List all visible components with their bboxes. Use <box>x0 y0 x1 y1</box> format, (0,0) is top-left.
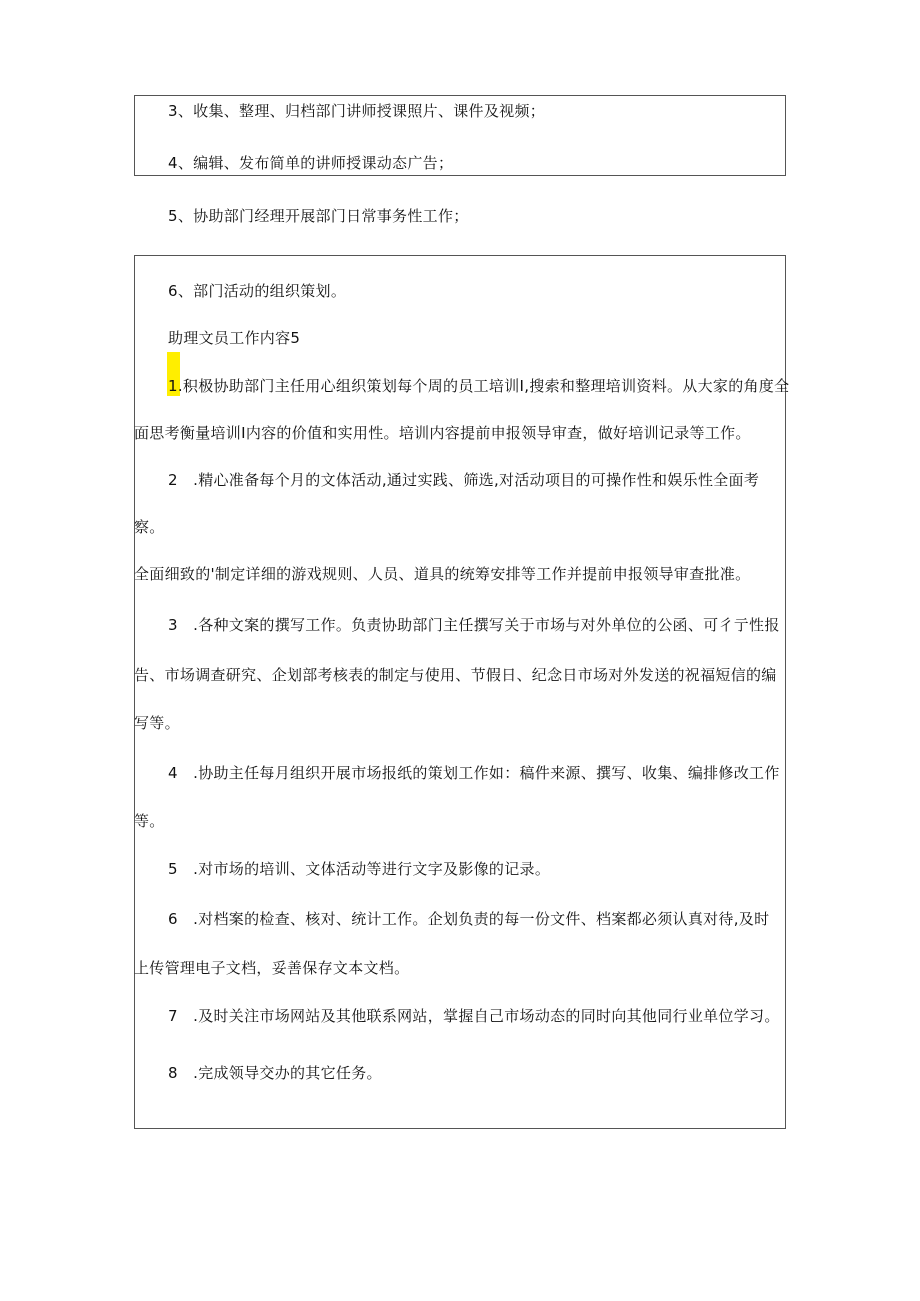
paragraph-1-line-2: 面思考衡量培训I内容的价值和实用性。培训内容提前申报领导审查，做好培训记录等工作。 <box>134 424 751 442</box>
paragraph-3-line-1: 3 .各种文案的撰写工作。负责协助部门主任撰写关于市场与对外单位的公函、可彳亍性报 <box>168 616 780 634</box>
list-item-6: 6、部门活动的组织策划。 <box>168 282 347 300</box>
list-item-4: 4、编辑、发布简单的讲师授课动态广告； <box>168 154 454 172</box>
paragraph-6-line-2: 上传管理电子文档，妥善保存文本文档。 <box>134 959 410 977</box>
paragraph-4-line-2: 等。 <box>134 812 165 830</box>
paragraph-3-line-2: 告、市场调查研究、企划部考核表的制定与使用、节假日、纪念日市场对外发送的祝福短信的编 <box>134 666 777 684</box>
paragraph-2-line-3: 全面细致的'制定详细的游戏规则、人员、道具的统筹安排等工作并提前申报领导审查批准。 <box>134 565 751 583</box>
paragraph-1-line-1: 1.积极协助部门主任用心组织策划每个周的员工培训I,搜索和整理培训资料。从大家的角度全 <box>168 377 790 395</box>
paragraph-6-line-1: 6 .对档案的检查、核对、统计工作。企划负责的每一份文件、档案都必须认真对待,及时 <box>168 910 770 928</box>
paragraph-3-line-3: 写等。 <box>134 714 180 732</box>
paragraph-2-line-1: 2 .精心准备每个月的文体活动,通过实践、筛选,对活动项目的可操作性和娱乐性全面考 <box>168 471 760 489</box>
paragraph-2-line-2: 察。 <box>134 518 165 536</box>
paragraph-4-line-1: 4 .协助主任每月组织开展市场报纸的策划工作如：稿件来源、撰写、收集、编排修改工作 <box>168 764 780 782</box>
paragraph-8: 8 .完成领导交办的其它任务。 <box>168 1064 382 1082</box>
paragraph-7: 7 .及时关注市场网站及其他联系网站，掌握自己市场动态的同时向其他同行业单位学习。 <box>168 1007 780 1025</box>
list-item-3: 3、收集、整理、归档部门讲师授课照片、课件及视频； <box>168 102 546 120</box>
section-heading: 助理文员工作内容5 <box>168 329 301 347</box>
paragraph-5: 5 .对市场的培训、文体活动等进行文字及影像的记录。 <box>168 860 551 878</box>
list-item-5: 5、协助部门经理开展部门日常事务性工作； <box>168 207 469 225</box>
